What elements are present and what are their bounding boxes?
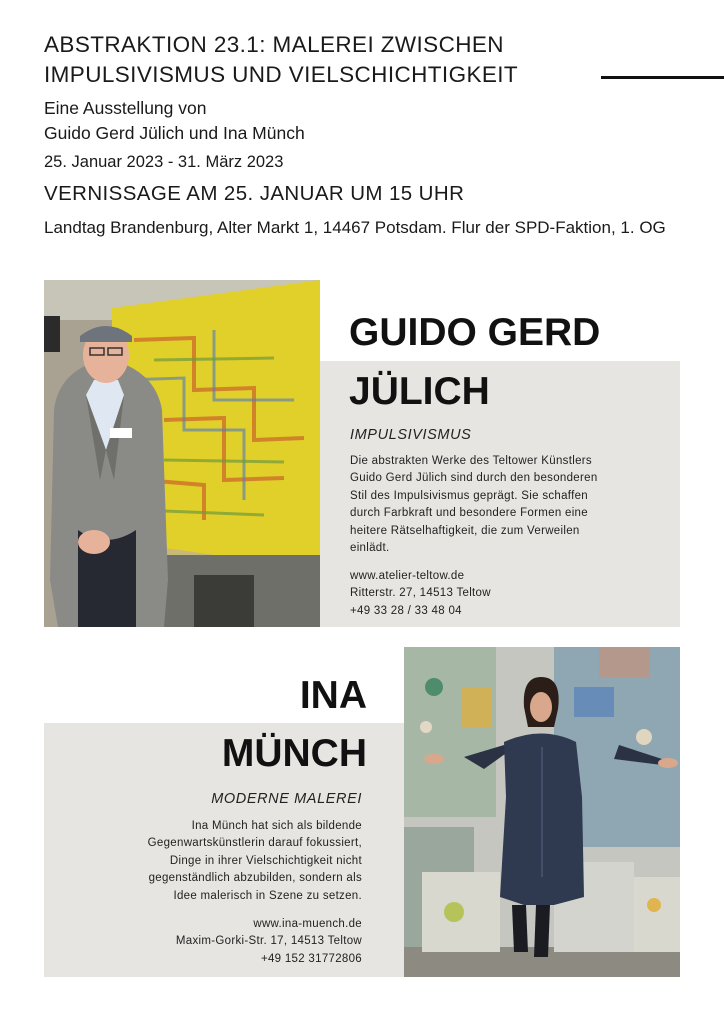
artist-photo-muench (404, 647, 680, 977)
description-line: Stil des Impulsivismus geprägt. Sie schaffen (350, 489, 588, 502)
description-line: Idee malerisch in Szene zu setzen. (173, 889, 362, 902)
subtitle-line: Eine Ausstellung von (44, 98, 207, 118)
website-link[interactable]: www.atelier-teltow.de (350, 570, 465, 582)
description-line: durch Farbkraft und besondere Formen eine (350, 507, 588, 520)
artist-contact (176, 916, 362, 968)
title-rule (601, 76, 724, 79)
exhibition-dates: 25. Januar 2023 - 31. März 2023 (44, 153, 284, 171)
photo-illustration (404, 647, 680, 977)
description-line: Ina Münch hat sich als bildende (191, 820, 362, 832)
phone-number: +49 33 28 / 33 48 04 (350, 604, 462, 617)
description-line: heitere Rätselhaftigkeit, die zum Verweilen (350, 524, 580, 537)
exhibition-title (44, 30, 644, 90)
description-line: Gegenwartskünstlerin darauf fokussiert, (147, 837, 362, 850)
title-line: IMPULSIVISMUS UND VIELSCHICHTIGKEIT (44, 62, 519, 87)
artist-genre: IMPULSIVISMUS (350, 427, 472, 443)
description-line: gegenständlich abzubilden, sondern als (148, 872, 362, 885)
street-address: Maxim-Gorki-Str. 17, 14513 Teltow (175, 935, 362, 948)
phone-number: +49 152 31772806 (260, 952, 362, 965)
exhibition-subtitle (44, 96, 305, 146)
description-line: Die abstrakten Werke des Teltower Künstlers (350, 455, 592, 467)
artist-contact (350, 568, 491, 620)
artist-description (350, 453, 598, 557)
description-line: Guido Gerd Jülich sind durch den besonderen (350, 472, 598, 485)
artist-name-line: MÜNCH (221, 732, 367, 775)
title-line: ABSTRAKTION 23.1: MALEREI ZWISCHEN (44, 32, 504, 57)
artist-name-line: JÜLICH (349, 370, 490, 413)
street-address: Ritterstr. 27, 14513 Teltow (350, 587, 491, 600)
photo-illustration (44, 280, 320, 627)
artist-name-line: GUIDO GERD (349, 311, 601, 354)
artist-name-line: INA (299, 674, 367, 717)
artist-genre: MODERNE MALEREI (211, 791, 362, 807)
description-line: Dinge in ihrer Vielschichtigkeit nicht (169, 854, 362, 867)
description-line: einlädt. (350, 542, 390, 555)
venue-address: Landtag Brandenburg, Alter Markt 1, 14467 Potsdam. Flur der SPD-Faktion, 1. OG (44, 218, 666, 237)
artist-photo-juelich (44, 280, 320, 627)
website-link[interactable]: www.ina-muench.de (253, 918, 362, 930)
artist-description (148, 818, 362, 905)
subtitle-line: Guido Gerd Jülich und Ina Münch (44, 123, 305, 143)
vernissage-heading: VERNISSAGE AM 25. JANUAR UM 15 UHR (44, 182, 465, 205)
